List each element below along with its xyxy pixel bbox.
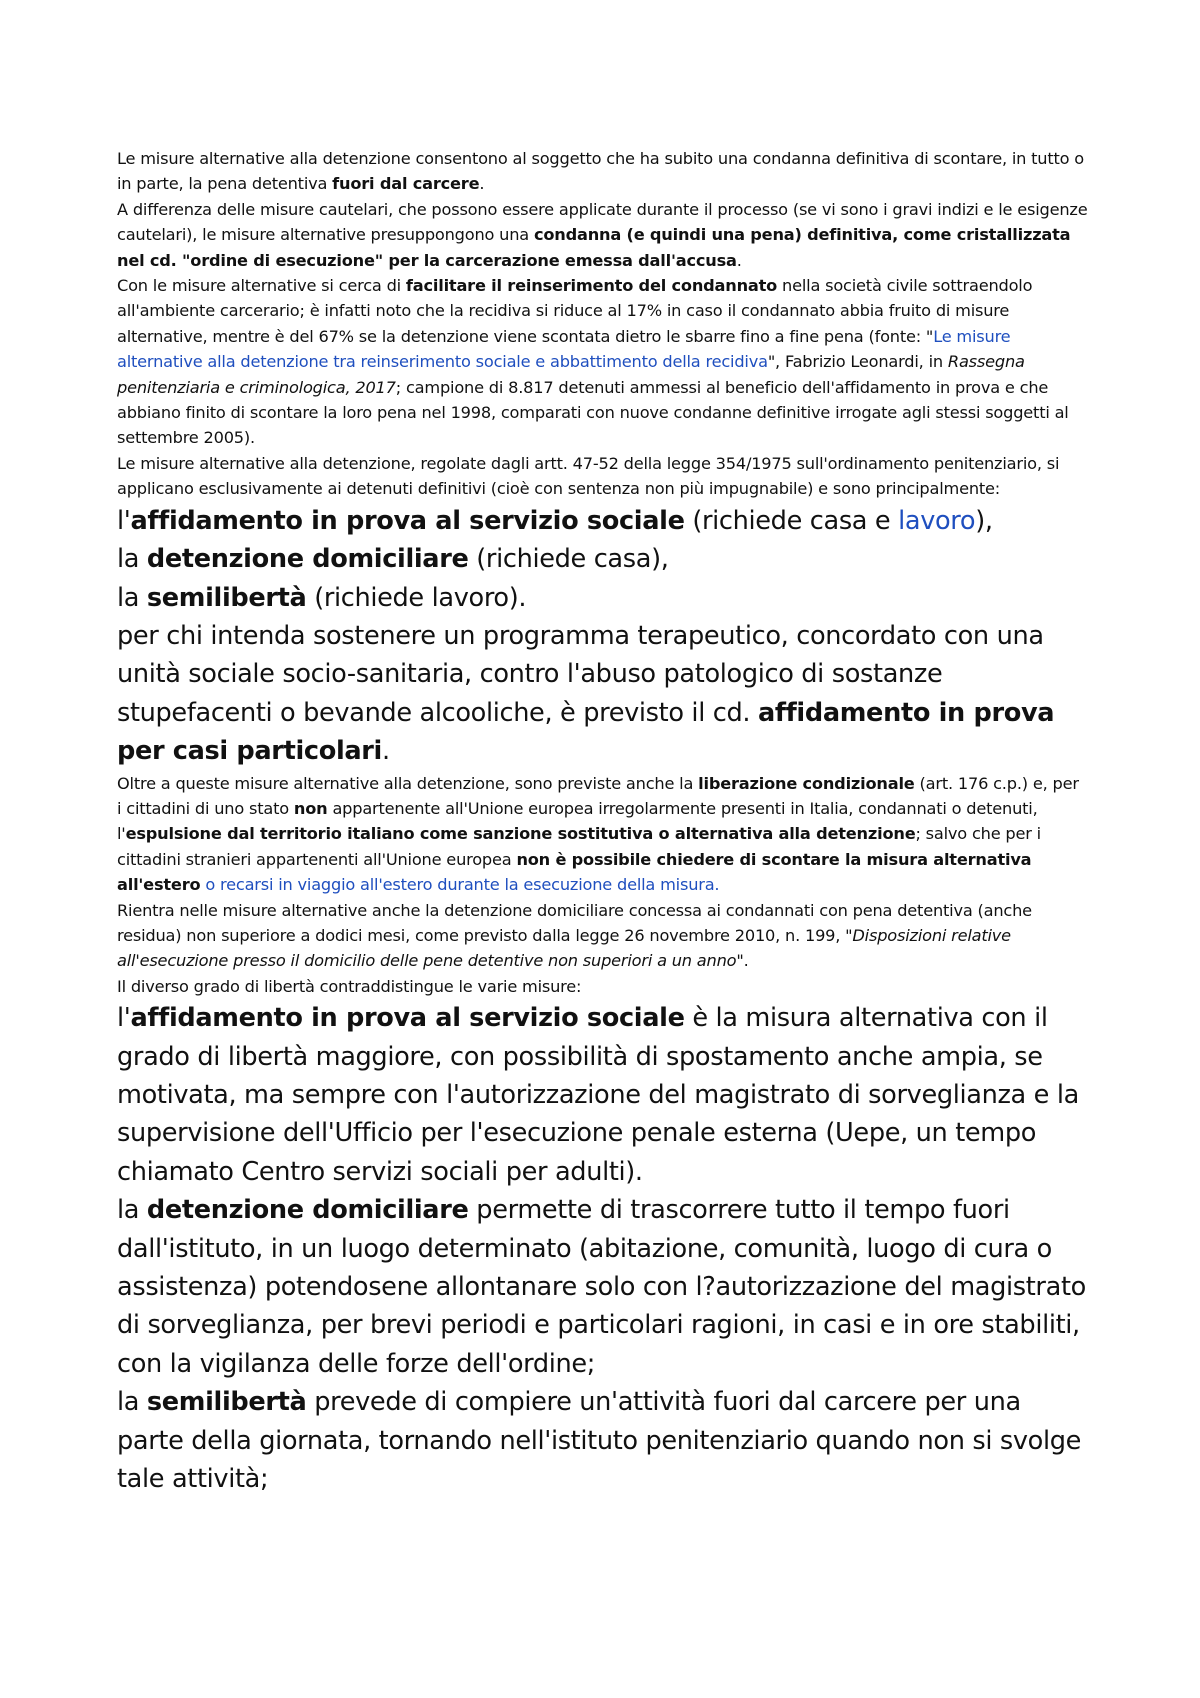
lavoro-link[interactable]: lavoro: [898, 505, 976, 536]
bold-text: fuori dal carcere: [332, 174, 480, 194]
paragraph-reinserimento: [117, 273, 1088, 451]
text-run: Oltre a queste misure alternative alla detenzione, sono previste anche la: [117, 773, 699, 793]
text-run: A differenza delle misure cautelari, che possono essere applicate durante il processo (se vi sono i gravi indizi e le esigenze cautelari), le misure alternative presuppongono una: [117, 199, 1088, 245]
bold-text: semilibertà: [146, 582, 307, 613]
list-item-affidamento: [117, 502, 1088, 540]
paragraph-grado: [117, 974, 1088, 999]
text-run: ", Fabrizio Leonardi, in: [767, 352, 948, 372]
list-item-semiliberta: [117, 579, 1088, 617]
italic-text: Rassegna penitenziaria e criminologica, 2017: [117, 352, 1025, 397]
bold-text: affidamento in prova al servizio sociale: [130, 1003, 685, 1034]
bold-text: liberazione condizionale: [698, 773, 915, 793]
text-run: ; campione di 8.817 detenuti ammessi al beneficio dell'affidamento in prova e che abbiano finito di scontare la loro pena nel 1998, comparati con nuove condanne definitive irrogate agli stessi soggetti al settembre 2005).: [117, 377, 1069, 448]
bold-text: affidamento in prova per casi particolari: [117, 697, 1055, 767]
text-run: la: [117, 1387, 147, 1418]
text-run: (richiede casa e: [684, 505, 899, 536]
text-run: nella società civile sottraendolo all'ambiente carcerario; è infatti noto che la recidiva si riduce al 17% in caso il condannato abbia fruito di misure alternative, mentre è del 67% se la detenzione viene scontata dietro le sbarre fino a fine pena (fonte: ": [117, 276, 1033, 346]
bold-text: detenzione domiciliare: [146, 1195, 469, 1226]
bold-text: non: [293, 798, 328, 818]
italic-text: Disposizioni relative all'esecuzione presso il domicilio delle pene detentive non superiori a un anno: [117, 925, 1011, 971]
text-run: .: [736, 250, 742, 270]
bold-text: espulsione dal territorio italiano come sanzione sostitutiva o alternativa alla detenzione: [125, 824, 916, 844]
paragraph-oltre: [117, 771, 1088, 898]
text-run: la: [117, 1195, 147, 1226]
bold-text: facilitare il reinserimento del condannato: [405, 276, 778, 296]
text-run: (richiede lavoro).: [306, 582, 527, 613]
text-run: l': [117, 1003, 131, 1034]
estero-link[interactable]: o recarsi in viaggio all'estero durante la esecuzione della misura.: [205, 875, 720, 895]
text-run: ; salvo che per i cittadini stranieri appartenenti all'Unione europea: [117, 824, 1041, 869]
bold-text: non è possibile chiedere di scontare la misura alternativa all'estero: [117, 849, 1032, 895]
text-run: ),: [975, 505, 993, 536]
text-run: appartenente all'Unione europea irregolarmente presenti in Italia, condannati o detenuti, l': [117, 798, 1038, 844]
text-run: la: [117, 582, 147, 613]
detail-affidamento: [117, 999, 1088, 1191]
text-run: Con le misure alternative si cerca di: [117, 276, 406, 296]
paragraph-intro: [117, 146, 1088, 197]
bold-text: semilibertà: [146, 1387, 307, 1418]
text-run: l': [117, 505, 131, 536]
text-run: Le misure alternative alla detenzione consentono al soggetto che ha subito una condanna definitiva di scontare, in tutto o in parte, la pena detentiva: [117, 149, 1085, 194]
text-run: .: [479, 174, 485, 194]
bold-text: condanna (e quindi una pena) definitiva, come cristallizzata nel cd. "ordine di esecuzione" per la carcerazione emessa dall'accusa: [117, 225, 1071, 270]
paragraph-regolate: [117, 451, 1088, 502]
paragraph-rientra: [117, 898, 1088, 974]
text-run: prevede di compiere un'attività fuori dal carcere per una parte della giornata, tornando nell'istituto penitenziario quando non si svolge tale attività;: [117, 1387, 1082, 1495]
text-run: la: [117, 544, 147, 575]
text-run: Le misure alternative alla detenzione, regolate dagli artt. 47-52 della legge 354/1975 sull'ordinamento penitenziario, si applicano esclusivamente ai detenuti definitivi (cioè con sentenza non più impugnabile) e sono principalmente:: [117, 453, 1060, 499]
source-link[interactable]: Le misure alternative alla detenzione tra reinserimento sociale e abbattimento della recidiva: [117, 326, 1011, 372]
detail-detenzione: [117, 1191, 1088, 1383]
text-run: permette di trascorrere tutto il tempo fuori dall'istituto, in un luogo determinato (abitazione, comunità, luogo di cura o assistenza) potendosene allontanare solo con l?autorizzazione del magistrato di sorveglianza, per brevi periodi e particolari ragioni, in casi e in ore stabiliti, con la vigilanza delle forze dell'ordine;: [117, 1195, 1086, 1379]
list-item-programma-terapeutico: [117, 617, 1088, 771]
bold-text: affidamento in prova al servizio sociale: [130, 505, 685, 536]
text-run: Il diverso grado di libertà contraddistingue le varie misure:: [117, 976, 582, 996]
text-run: (richiede casa),: [468, 544, 669, 575]
paragraph-cautelari: [117, 197, 1088, 273]
text-run: è la misura alternativa con il grado di libertà maggiore, con possibilità di spostamento anche ampia, se motivata, ma sempre con l'autorizzazione del magistrato di sorveglianza e la supervisione dell'Ufficio per l'esecuzione penale esterna (Uepe, un tempo chiamato Centro servizi sociali per adulti).: [117, 1003, 1079, 1187]
bold-text: detenzione domiciliare: [146, 544, 469, 575]
text-run: ".: [736, 951, 749, 971]
detail-semiliberta: [117, 1383, 1088, 1498]
text-run: (art. 176 c.p.) e, per i cittadini di uno stato: [117, 773, 1079, 818]
text-run: Rientra nelle misure alternative anche la detenzione domiciliare concessa ai condannati con pena detentiva (anche residua) non superiore a dodici mesi, come previsto dalla legge 26 novembre 2010, n. 199, ": [117, 900, 1032, 945]
list-item-detenzione: [117, 540, 1088, 578]
text-run: .: [381, 736, 390, 767]
text-run: per chi intenda sostenere un programma terapeutico, concordato con una unità sociale socio-sanitaria, contro l'abuso patologico di sostanze stupefacenti o bevande alcooliche, è previsto il cd.: [117, 620, 1044, 728]
